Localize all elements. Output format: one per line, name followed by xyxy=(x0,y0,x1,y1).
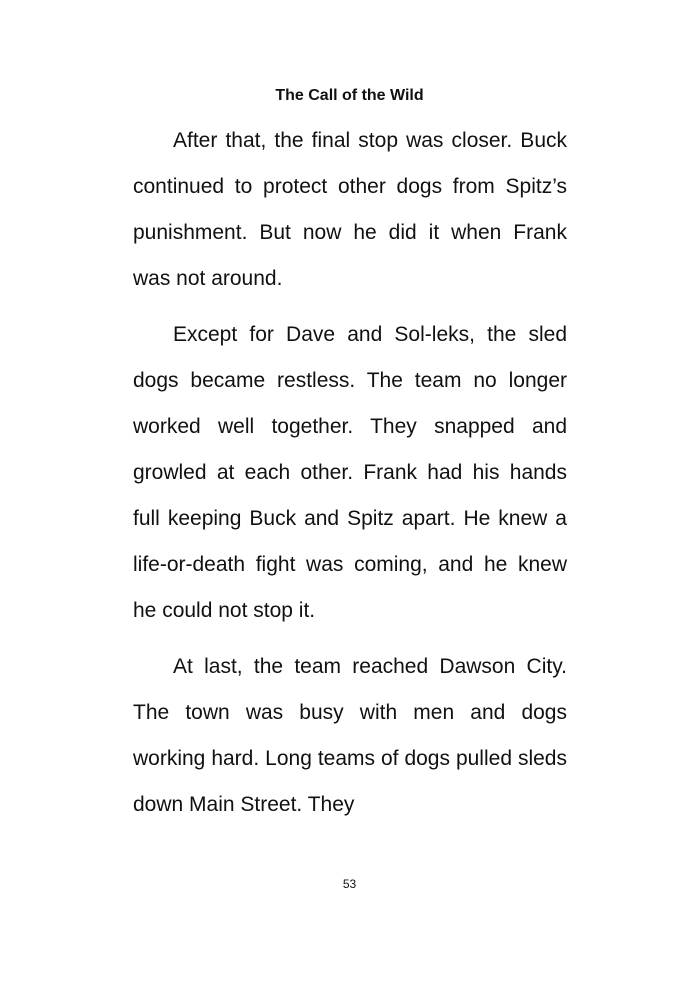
paragraph: Except for Dave and Sol-leks, the sled dogs became restless. The team no longer worked well together. They snapped and growled at each other. Frank had his hands full keeping Buck and Spitz apart. He knew a life-or-death fight was coming, and he knew he could not stop it. xyxy=(133,323,567,622)
paragraph: At last, the team reached Dawson City. The town was busy with men and dogs working hard. Long teams of dogs pulled sleds down Main Street. They xyxy=(133,655,567,816)
page-number: 53 xyxy=(342,877,357,891)
body-text xyxy=(133,118,567,838)
running-title: The Call of the Wild xyxy=(275,87,424,104)
paragraph: After that, the final stop was closer. Buck continued to protect other dogs from Spitz’s punishment. But now he did it when Frank was not around. xyxy=(133,129,567,290)
